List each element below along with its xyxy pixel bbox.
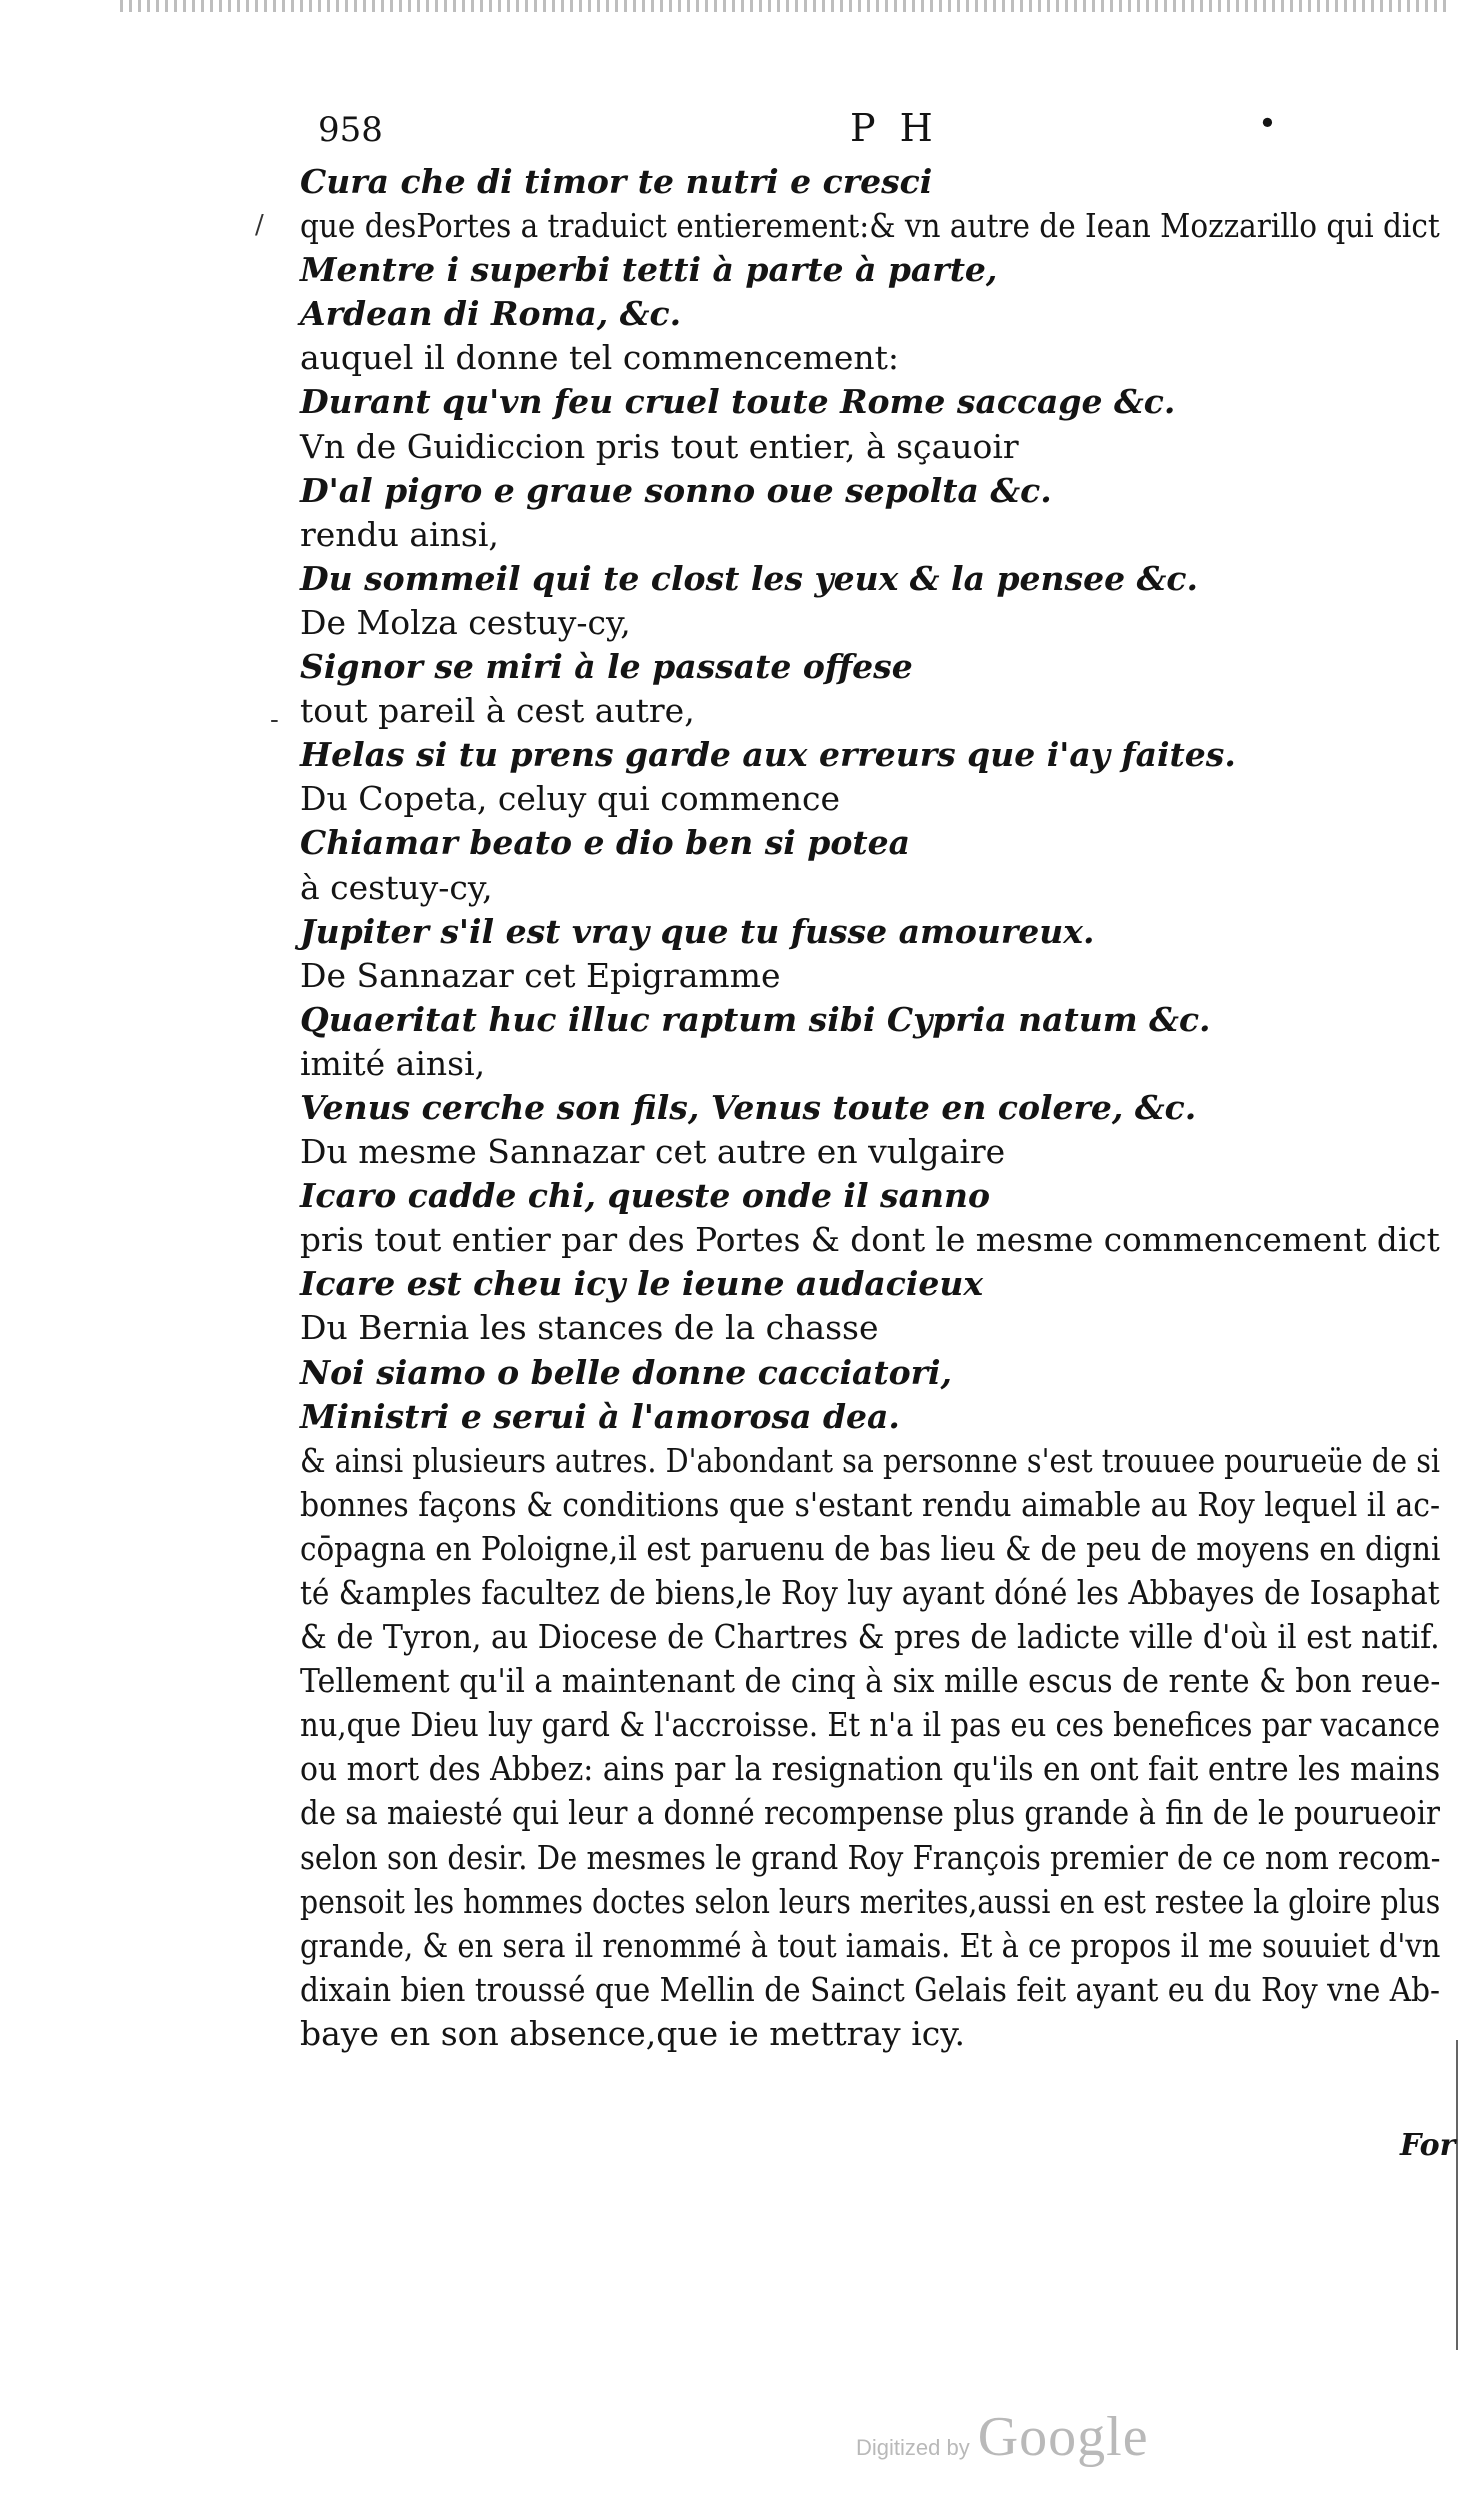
catchword: For	[1400, 2128, 1456, 2163]
verse-line: Helas si tu prens garde aux erreurs que i'ay faites.	[300, 735, 1236, 775]
prose-line: bonnes façons & conditions que s'estant rendu aimable au Roy lequel il ac-	[300, 1484, 1441, 1524]
margin-mark: /	[255, 210, 264, 240]
verse-line: Icare est cheu icy le ieune audacieux	[300, 1264, 984, 1304]
watermark-prefix: Digitized by	[856, 2435, 970, 2460]
prose-line: Du Copeta, celuy qui commence	[300, 779, 840, 819]
prose-line: nu,que Dieu luy gard & l'accroisse. Et n'a il pas eu ces benefices par vacance	[300, 1705, 1441, 1745]
running-head: P H	[850, 106, 939, 150]
header-dot: •	[1258, 104, 1277, 142]
prose-line: de sa maiesté qui leur a donné recompense plus grande à fin de le pourueoir	[300, 1793, 1440, 1833]
prose-line: & ainsi plusieurs autres. D'abondant sa personne s'est trouuee pourueüe de si	[300, 1440, 1441, 1480]
prose-line: ou mort des Abbez: ains par la resignation qu'ils en ont fait entre les mains	[300, 1749, 1441, 1789]
prose-line: grande, & en sera il renommé à tout iamais. Et à ce propos il me souuiet d'vn	[300, 1925, 1441, 1965]
prose-line: Du Bernia les stances de la chasse	[300, 1308, 879, 1348]
prose-line: Du mesme Sannazar cet autre en vulgaire	[300, 1132, 1006, 1172]
verse-line: Du sommeil qui te clost les yeux & la pensee &c.	[300, 558, 1198, 598]
verse-line: Chiamar beato e dio ben si potea	[300, 823, 911, 863]
prose-line: De Sannazar cet Epigramme	[300, 955, 781, 995]
page-header	[0, 104, 1475, 154]
prose-line: imité ainsi,	[300, 1043, 486, 1083]
verse-line: Mentre i superbi tetti à parte à parte,	[300, 250, 998, 290]
verse-line: Icaro cadde chi, queste onde il sanno	[300, 1176, 990, 1216]
prose-line: que desPortes a traduict entierement:& vn autre de Iean Mozzarillo qui dict	[300, 206, 1440, 246]
prose-line: pris tout entier par des Portes & dont le mesme commencement dict	[300, 1220, 1440, 1260]
prose-line: auquel il donne tel commencement:	[300, 338, 900, 378]
verse-line: Jupiter s'il est vray que tu fusse amoureux.	[300, 911, 1095, 951]
digitized-watermark	[856, 2405, 1149, 2469]
prose-line: té &amples facultez de biens,le Roy luy ayant dóné les Abbayes de Iosaphat	[300, 1573, 1440, 1612]
verse-line: Durant qu'vn feu cruel toute Rome saccage &c.	[300, 382, 1176, 422]
prose-line: dixain bien troussé que Mellin de Sainct Gelais feit ayant eu du Roy vne Ab-	[300, 1969, 1440, 2009]
page-edge-rule	[1456, 2040, 1458, 2350]
verse-line: Cura che di timor te nutri e cresci	[300, 162, 933, 201]
google-logo: Google	[977, 2406, 1149, 2468]
prose-line: à cestuy-cy,	[300, 867, 493, 907]
prose-line: selon son desir. De mesmes le grand Roy François premier de ce nom recom-	[300, 1837, 1441, 1877]
margin-mark: -	[270, 705, 279, 735]
prose-line: Vn de Guidiccion pris tout entier, à sçauoir	[300, 426, 1019, 466]
prose-line: & de Tyron, au Diocese de Chartres & pres de ladicte ville d'où il est natif.	[300, 1617, 1440, 1657]
verse-line: Quaeritat huc illuc raptum sibi Cypria natum &c.	[300, 999, 1211, 1039]
page-top-edge	[120, 0, 1450, 12]
prose-line: tout pareil à cest autre,	[300, 691, 695, 731]
prose-line: pensoit les hommes doctes selon leurs merites,aussi en est restee la gloire plus	[300, 1881, 1441, 1921]
prose-line: Tellement qu'il a maintenant de cinq à six mille escus de rente & bon reue-	[300, 1661, 1441, 1701]
page-number: 958	[318, 110, 383, 150]
verse-line: D'al pigro e graue sonno oue sepolta &c.	[300, 470, 1052, 510]
verse-line: Noi siamo o belle donne cacciatori,	[300, 1352, 953, 1392]
body-text	[300, 160, 1440, 2056]
prose-line: cōpagna en Poloigne,il est paruenu de bas lieu & de peu de moyens en digni	[300, 1528, 1441, 1568]
prose-line: baye en son absence,que ie mettray icy.	[300, 2013, 965, 2053]
prose-line: rendu ainsi,	[300, 514, 499, 554]
prose-line: De Molza cestuy-cy,	[300, 602, 631, 642]
verse-line: Ardean di Roma, &c.	[300, 294, 682, 334]
verse-line: Signor se miri à le passate offese	[300, 647, 913, 687]
verse-line: Venus cerche son fils, Venus toute en colere, &c.	[300, 1087, 1197, 1127]
verse-line: Ministri e serui à l'amorosa dea.	[300, 1396, 900, 1436]
